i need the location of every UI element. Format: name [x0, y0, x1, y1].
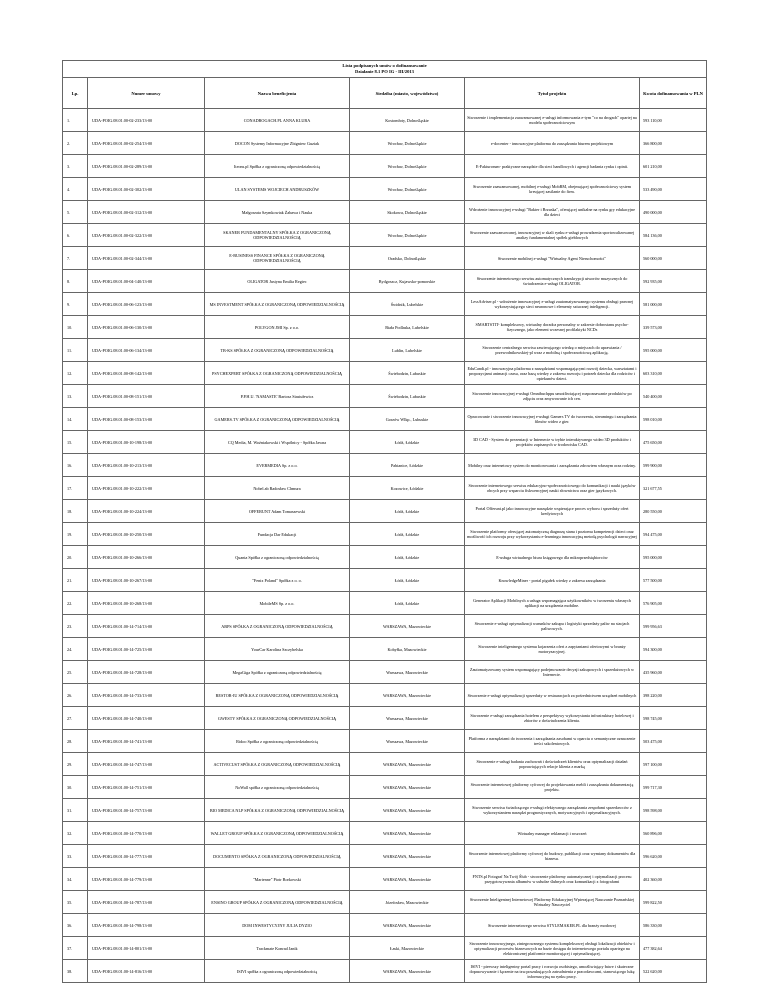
row-amount: 280 550,00 [640, 500, 707, 523]
row-contract-number: UDA-POIG.08.01.00-10-268/13-00 [88, 592, 205, 615]
row-contract-number: UDA-POIG.08.01.00-10-198/13-00 [88, 431, 205, 454]
row-amount: 586 330,00 [640, 914, 707, 937]
row-seat: WARSZAWA, Mazowieckie [350, 753, 465, 776]
row-amount: 576 905,00 [640, 592, 707, 615]
row-lp: 36. [63, 914, 88, 937]
row-project-title: Stworzenie platformy oferującej automatyczną diagnozę stanu i poziomu kompetencji dzieci oraz możliwość ich rozwoju przy wykorzystaniu e-learningu innowacyjną metodą psychologii narracyjnej [465, 523, 640, 546]
row-contract-number: UDA-POIG.08.01.00-14-714/13-00 [88, 615, 205, 638]
row-amount: 533 490,00 [640, 178, 707, 201]
row-seat: Łódź, Łódzkie [350, 500, 465, 523]
row-amount: 599 717,30 [640, 776, 707, 799]
row-lp: 29. [63, 753, 88, 776]
row-lp: 20. [63, 546, 88, 569]
row-lp: 18. [63, 500, 88, 523]
table-row [63, 753, 707, 776]
row-project-title: E-usługa wirtualnego biura księgowego dla mikroprzedsiębiorców [465, 546, 640, 569]
row-contract-number: UDA-POIG.08.01.00-06-130/13-00 [88, 316, 205, 339]
row-amount: 594 300,00 [640, 638, 707, 661]
row-seat: Świebodzin, Lubuskie [350, 385, 465, 408]
row-lp: 10. [63, 316, 88, 339]
row-project-title: Stworzenie internetowego serwisu STYLEMAKER.PL dla branży modowej [465, 914, 640, 937]
row-beneficiary: ENSINO GROUP SPÓŁKA Z OGRANICZONĄ ODPOWIEDZIALNOŚCIĄ [205, 891, 350, 914]
row-beneficiary: E-BUSINESS FINANCE SPÓŁKA Z OGRANICZONĄ ODPOWIEDZIALNOŚCIĄ [205, 247, 350, 270]
col-header-seat: Siedziba (miasto, województwo) [350, 78, 465, 109]
table-row [63, 868, 707, 891]
row-contract-number: UDA-POIG.08.01.00-14-779/13-00 [88, 868, 205, 891]
row-project-title: EduCandi.pl - innowacyjna platforma z narzędziami wspomagającymi rozwój dziecka, warsztatami i propozycjami animacji czasu, oraz bazą wiedzy z zakresu rozwoju i potrzeb dziecka dla rodziców i opiekunów dzieci. [465, 362, 640, 385]
table-row [63, 224, 707, 247]
row-contract-number: UDA-POIG.08.01.00-06-123/13-00 [88, 293, 205, 316]
row-project-title: Stworzenie e-usługi optymalizacji sprzedaży w restauracjach za pośrednictwem urządzeń mobilnych [465, 684, 640, 707]
row-amount: 522 620,00 [640, 960, 707, 983]
row-contract-number: UDA-POIG.08.01.00-02-302/13-00 [88, 178, 205, 201]
row-amount: 540 400,00 [640, 385, 707, 408]
row-contract-number: UDA-POIG.08.01.00-10-266/13-00 [88, 546, 205, 569]
row-beneficiary: Ridoo Spółka z ograniczoną odpowiedzialnością [205, 730, 350, 753]
table-row [63, 937, 707, 960]
row-lp: 16. [63, 454, 88, 477]
row-seat: Kobyłka, Mazowieckie [350, 638, 465, 661]
row-contract-number: UDA-POIG.08.01.00-14-757/13-00 [88, 799, 205, 822]
row-lp: 30. [63, 776, 88, 799]
row-lp: 19. [63, 523, 88, 546]
row-contract-number: UDA-POIG.08.01.00-14-798/13-00 [88, 914, 205, 937]
table-row [63, 776, 707, 799]
table-row [63, 914, 707, 937]
row-contract-number: UDA-POIG.08.01.00-10-222/13-00 [88, 477, 205, 500]
row-amount: 560 896,00 [640, 822, 707, 845]
row-beneficiary: ACTIVECUST SPÓŁKA Z OGRANICZONĄ ODPOWIEDZIALNOŚCIĄ [205, 753, 350, 776]
row-seat: Warszawa, Mazowieckie [350, 730, 465, 753]
row-amount: 581 000,00 [640, 293, 707, 316]
table-row [63, 270, 707, 293]
table-row [63, 109, 707, 132]
row-seat: Świdnik, Lubelskie [350, 293, 465, 316]
row-seat: Łódź, Łódzkie [350, 546, 465, 569]
row-contract-number: UDA-POIG.08.01.00-14-777/13-00 [88, 845, 205, 868]
row-amount: 592 935,00 [640, 270, 707, 293]
row-contract-number: UDA-POIG.08.01.00-14-816/13-00 [88, 960, 205, 983]
table-row [63, 730, 707, 753]
row-seat: Świebodzin, Lubuskie [350, 362, 465, 385]
col-header-amount: Kwota dofinansowania w PLN [640, 78, 707, 109]
row-seat: WARSZAWA, Mazowieckie [350, 960, 465, 983]
row-amount: 503 475,00 [640, 730, 707, 753]
table-row [63, 822, 707, 845]
row-contract-number: UDA-POIG.08.01.00-14-801/13-00 [88, 937, 205, 960]
row-lp: 26. [63, 684, 88, 707]
row-amount: 435 960,00 [640, 661, 707, 684]
row-beneficiary: DOCON Systemy Informacyjne Zbigniew Guziak [205, 132, 350, 155]
row-seat: Wrocław, Dolnośląskie [350, 132, 465, 155]
table-row [63, 523, 707, 546]
row-project-title: Stworzenie serwisu świadczącego e-usługi efektywnego zarządzania zespołami sprzedawców z wykorzystaniem narzędzi prognostycznych, motywacyjnych i optymalizacyjnych. [465, 799, 640, 822]
table-row [63, 247, 707, 270]
row-lp: 34. [63, 868, 88, 891]
row-lp: 25. [63, 661, 88, 684]
row-lp: 5. [63, 201, 88, 224]
contracts-table [62, 60, 707, 983]
row-contract-number: UDA-POIG.08.01.00-02-344/13-00 [88, 247, 205, 270]
row-seat: Łaski, Mazowieckie [350, 937, 465, 960]
row-lp: 14. [63, 408, 88, 431]
row-beneficiary: DOM INWESTYCYJNY JULIA DYZIO [205, 914, 350, 937]
row-seat: Wrocław, Dolnośląskie [350, 224, 465, 247]
row-project-title: Stworzenie internetowej platformy cyfrowej do budowy, publikacji oraz wymiany dokumentów dla biznesu. [465, 845, 640, 868]
row-project-title: KnowledgeMiner - portal pigułek wiedzy z zakresu zarządzania [465, 569, 640, 592]
table-row [63, 339, 707, 362]
row-project-title: LessAdviser.pl - wdrożenie innowacyjnej e-usługi zautomatyzowanego systemu obsługi prawnej wykorzystującego sieci neuronowe i elementy sztucznej inteligencji. [465, 293, 640, 316]
row-seat: Łódź, Łódzkie [350, 569, 465, 592]
row-lp: 1. [63, 109, 88, 132]
row-seat: Gorzów Wlkp., Lubuskie [350, 408, 465, 431]
row-lp: 11. [63, 339, 88, 362]
row-beneficiary: MegaGiga Spółka z ograniczoną odpowiedzialnością [205, 661, 350, 684]
row-seat: Warszawa, Mazowieckie [350, 707, 465, 730]
row-seat: WARSZAWA, Mazowieckie [350, 868, 465, 891]
row-contract-number: UDA-POIG.08.01.00-02-322/13-00 [88, 224, 205, 247]
row-amount: 577 500,00 [640, 569, 707, 592]
row-lp: 35. [63, 891, 88, 914]
row-beneficiary: POLYGON JMI Sp. z o.o. [205, 316, 350, 339]
row-amount: 598 598,00 [640, 799, 707, 822]
row-beneficiary: ABPS SPÓŁKA Z OGRANICZONĄ ODPOWIEDZIALNOŚCIĄ [205, 615, 350, 638]
row-beneficiary: SKANER FUNDAMENTALNY SPÓŁKA Z OGRANICZONĄ ODPOWIEDZIALNOŚCIĄ [205, 224, 350, 247]
row-seat: WARSZAWA, Mazowieckie [350, 914, 465, 937]
table-row [63, 385, 707, 408]
row-project-title: Stworzenie innowacyjnej e-usługi Omnibuchppu umożliwiającej rozpoznawanie produktów po zdjęciu oraz zmywowanie ich cen. [465, 385, 640, 408]
row-beneficiary: "Marienne" Piotr Borkowski [205, 868, 350, 891]
title-line-1: Lista podpisanych umów o dofinansowanie [342, 63, 427, 68]
row-lp: 37. [63, 937, 88, 960]
row-project-title: Zautomatyzowany system wspomagający podejmowanie decyzji zakupowych i sprzedażowych w Internecie. [465, 661, 640, 684]
row-seat: WARSZAWA, Mazowieckie [350, 822, 465, 845]
row-project-title: Stworzenie internetowego serwisu edukacyjno-społecznościowego do komunikacji i nauki języków obcych przy wsparciu fiskwencyjnej nauki słownictwa oraz gier językowych. [465, 477, 640, 500]
row-beneficiary: "Fenix Poland" Spółka z o. o. [205, 569, 350, 592]
row-project-title: SMARTSTIT- kompleksowy, wirtualny doradca personalny w zakresie dobrostanu psycho-fizycznego, jako element wczesnej profilaktyki NCDs [465, 316, 640, 339]
row-contract-number: UDA-POIG.08.01.00-02-233/13-00 [88, 109, 205, 132]
row-lp: 9. [63, 293, 88, 316]
row-seat: Warszawa, Mazowieckie [350, 661, 465, 684]
row-project-title: Stworzenie internetowej platformy cyfrowej do projektowania mebli i zarządzania dokumentacją projektu. [465, 776, 640, 799]
table-title [63, 61, 707, 78]
row-amount: 603 310,00 [640, 362, 707, 385]
row-amount: 339 573,00 [640, 316, 707, 339]
row-amount: 599 956,63 [640, 615, 707, 638]
row-amount: 475 650,00 [640, 431, 707, 454]
table-title-row [63, 61, 707, 78]
document-page [62, 60, 706, 983]
row-contract-number: UDA-POIG.08.01.00-02-289/13-00 [88, 155, 205, 178]
table-row [63, 592, 707, 615]
row-seat: Kozowice, Łódzkie [350, 477, 465, 500]
row-lp: 17. [63, 477, 88, 500]
row-beneficiary: OFFERUNT Adam Tomaszewski [205, 500, 350, 523]
table-row [63, 316, 707, 339]
row-beneficiary: CONADROGACH.PL ANNA KLUBA [205, 109, 350, 132]
row-lp: 38. [63, 960, 88, 983]
row-beneficiary: BIO MEDICA NLP SPÓŁKA Z OGRANICZONĄ ODPOWIEDZIALNOŚCIĄ [205, 799, 350, 822]
row-lp: 23. [63, 615, 88, 638]
row-project-title: Stworzenie zaawansowanej, innowacyjnej w skali rynku e-usługi prowadzenia sportowalizowanej analizy fundamentalnej spółek giełdowych [465, 224, 640, 247]
col-header-contract-number: Numer umowy [88, 78, 205, 109]
row-lp: 27. [63, 707, 88, 730]
row-project-title: Wirtualny manager reklamacji i roszczeń [465, 822, 640, 845]
row-amount: 321 677,55 [640, 477, 707, 500]
row-lp: 7. [63, 247, 88, 270]
row-amount: 593 110,00 [640, 109, 707, 132]
row-project-title: Stworzenie inteligentnego systemu kojarzenia ofert z zapytaniami ofertowymi w branży motoryzacyjnej. [465, 638, 640, 661]
row-contract-number: UDA-POIG.08.01.00-08-151/13-00 [88, 385, 205, 408]
row-project-title: Stworzenie zaawansowanej, mobilnej e-usługi MobRM, obejmującej społecznościowy system kreującej zasilanie do firm. [465, 178, 640, 201]
table-row [63, 293, 707, 316]
row-seat: Pabianice, Łódzkie [350, 454, 465, 477]
row-seat: WARSZAWA, Mazowieckie [350, 845, 465, 868]
table-row [63, 891, 707, 914]
table-row [63, 707, 707, 730]
table-row [63, 684, 707, 707]
row-contract-number: UDA-POIG.08.01.00-14-751/13-00 [88, 776, 205, 799]
row-lp: 32. [63, 822, 88, 845]
row-contract-number: UDA-POIG.08.01.00-14-747/13-00 [88, 753, 205, 776]
row-beneficiary: ULAN SYSTEMS WOJCIECH ANDRUSZKÓW [205, 178, 350, 201]
row-amount: 599 822,50 [640, 891, 707, 914]
row-contract-number: UDA-POIG.08.01.00-04-140/13-00 [88, 270, 205, 293]
row-project-title: Portal Offerunt.pl jako innowacyjne narzędzie wspierające proces wyboru i sprzedaży ofert kredytowych [465, 500, 640, 523]
row-beneficiary: MS INVESTMENT SPÓŁKA Z OGRANICZONĄ ODPOWIEDZIALNOŚCIĄ [205, 293, 350, 316]
row-contract-number: UDA-POIG.08.01.00-10-213/13-00 [88, 454, 205, 477]
row-seat: Biała Podlaska, Lubelskie [350, 316, 465, 339]
col-header-lp: Lp. [63, 78, 88, 109]
row-beneficiary: YourCar Karolina Szczybelska [205, 638, 350, 661]
row-beneficiary: EVERMEDIA Sp. z o.o. [205, 454, 350, 477]
row-seat: Łódź, Łódzkie [350, 431, 465, 454]
row-contract-number: UDA-POIG.08.01.00-10-267/13-00 [88, 569, 205, 592]
table-row [63, 408, 707, 431]
table-row [63, 178, 707, 201]
row-beneficiary: Iteons.pl Spółka z ograniczoną odpowiedzialnością [205, 155, 350, 178]
row-seat: WARSZAWA, Mazowieckie [350, 615, 465, 638]
row-seat: Józefosław, Mazowieckie [350, 891, 465, 914]
row-amount: 595 000,00 [640, 339, 707, 362]
row-contract-number: UDA-POIG.08.01.00-14-770/13-00 [88, 822, 205, 845]
row-beneficiary: ISIVI spółka z ograniczoną odpowiedzialnością [205, 960, 350, 983]
row-lp: 33. [63, 845, 88, 868]
row-beneficiary: PSYCHEXPERT SPÓŁKA Z OGRANICZONĄ ODPOWIEDZIALNOŚCIĄ [205, 362, 350, 385]
row-seat: Kostomłoty, Dolnośląskie [350, 109, 465, 132]
row-amount: 398 220,00 [640, 684, 707, 707]
row-lp: 8. [63, 270, 88, 293]
row-contract-number: UDA-POIG.08.01.00-08-153/13-00 [88, 408, 205, 431]
row-lp: 15. [63, 431, 88, 454]
row-project-title: Stworzenie i implementacja zaawansowanej e-usługi informowania e-tym "co na drogach" opartej na modelu społecznościowym [465, 109, 640, 132]
row-lp: 22. [63, 592, 88, 615]
row-beneficiary: Małgorzata Szymkowiak Żabawa i Nauka [205, 201, 350, 224]
row-contract-number: UDA-POIG.08.01.00-14-787/13-00 [88, 891, 205, 914]
row-project-title: FNTS.pl Fotograf Na Twój Ślub - stworzenie platformy automatycznej i optymalizacji procesu przygotowywania albumów w usłudze ślubnych oraz komunikacji z fotografami [465, 868, 640, 891]
row-beneficiary: GAMERS.TV SPÓŁKA Z OGRANICZONĄ ODPOWIEDZIALNOŚCIĄ [205, 408, 350, 431]
row-lp: 4. [63, 178, 88, 201]
row-seat: Wrocław, Dolnośląskie [350, 155, 465, 178]
row-lp: 28. [63, 730, 88, 753]
row-project-title: Opracowanie i stworzenie innowacyjnej e-usługi Gamers TV do tworzenia, streamingu i zarządzania filmów wideo z gier. [465, 408, 640, 431]
column-header-row [63, 78, 707, 109]
row-project-title: Stworzenie Inteligentnej Internetowej Platformy Edukacyjnej Wpierającej Nauczanie Poznańskiej Wirtualny Nauczyciel [465, 891, 640, 914]
table-row [63, 615, 707, 638]
table-row [63, 155, 707, 178]
row-contract-number: UDA-POIG.08.01.00-10-224/13-00 [88, 500, 205, 523]
row-amount: 584 136,00 [640, 224, 707, 247]
row-beneficiary: P.P.H.U. 'NAMASTE' Bartosz Stasiułewicz [205, 385, 350, 408]
row-lp: 3. [63, 155, 88, 178]
row-amount: 402 360,00 [640, 868, 707, 891]
table-row [63, 638, 707, 661]
table-row [63, 569, 707, 592]
row-project-title: Generator Aplikacji Mobilnych a usługa wspomagająca użytkowników w tworzeniu własnych aplikacji na urządzenia mobilne. [465, 592, 640, 615]
row-beneficiary: WALLET GROUP SPÓŁKA Z OGRANICZONĄ ODPOWIEDZIALNOŚCIĄ [205, 822, 350, 845]
row-beneficiary: Trackmate Konrad Janik [205, 937, 350, 960]
row-project-title: Stworzenie internetowego serwisu automatycznych transkrypcji utworów muzycznych do świadczenia e-usługi OLIGATOR. [465, 270, 640, 293]
table-row [63, 500, 707, 523]
row-beneficiary: Fundacja Dar Edukacji [205, 523, 350, 546]
row-seat: Oradsko, Dolnośląskie [350, 247, 465, 270]
row-seat: Wrocław, Dolnośląskie [350, 178, 465, 201]
row-beneficiary: DOCUMENTO SPÓŁKA Z OGRANICZONĄ ODPOWIEDZIALNOŚCIĄ [205, 845, 350, 868]
table-row [63, 546, 707, 569]
row-seat: WARSZAWA, Mazowieckie [350, 799, 465, 822]
row-seat: Łódź, Łódzkie [350, 523, 465, 546]
row-project-title: Stworzenie e-usługi optymalizacji warunków zakupu i logistyki sprzedaży paliw na stacjach paliwowych. [465, 615, 640, 638]
row-contract-number: UDA-POIG.08.01.00-10-250/13-00 [88, 523, 205, 546]
row-contract-number: UDA-POIG.08.01.00-08-142/13-00 [88, 362, 205, 385]
row-contract-number: UDA-POIG.08.01.00-14-733/13-00 [88, 684, 205, 707]
table-row [63, 362, 707, 385]
table-row [63, 845, 707, 868]
row-project-title: Platforma z narzędziami do tworzenia i zarządzania zasobami w oparciu o semantyczne oznaczenie treści szkoleniowych. [465, 730, 640, 753]
row-contract-number: UDA-POIG.08.01.00-02-254/13-00 [88, 132, 205, 155]
col-header-beneficiary: Nazwa beneficjenta [205, 78, 350, 109]
row-project-title: Stworzenie innowacyjnego, zintegrowanego systemu kompleksowej obsługi lokalizacji obiektów i optymalizacji procesów biznesowych na bazie dostępu do internetowego portalu opartego na elektronicznej platformie monitorującej i optymalizującej. [465, 937, 640, 960]
table-row [63, 454, 707, 477]
row-project-title: Mobilny oraz internetowy system do monitorowania i zarządzania zdrowiem własnym oraz rodziny. [465, 454, 640, 477]
row-lp: 13. [63, 385, 88, 408]
row-seat: Skokowa, Dolnośląskie [350, 201, 465, 224]
row-amount: 490 000,00 [640, 201, 707, 224]
row-project-title: ISIVI - pierwszy inteligentny portal pracy i rozwoju osobistego, umożliwiający łatwe i skuteczne dopasowywanie i łączenie na tzw.poszukujących zatrudnienia z pracodawcami, stanowiącego lukę informacyjną na rynku pracy. [465, 960, 640, 983]
col-header-project-title: Tytuł projektu [465, 78, 640, 109]
row-project-title: e-docenter - innowacyjne platforma do zarządzania biurem projektowym [465, 132, 640, 155]
row-seat: WARSZAWA, Mazowieckie [350, 684, 465, 707]
row-amount: 598 010,00 [640, 408, 707, 431]
row-project-title: Stworzenie e-usługi zarządzania hotelem z perspektywy wykorzystania infrastruktury hotelowej i zbiorów z doświadczenia klienta. [465, 707, 640, 730]
row-amount: 477 382,64 [640, 937, 707, 960]
row-lp: 2. [63, 132, 88, 155]
table-row [63, 431, 707, 454]
row-amount: 597 100,00 [640, 753, 707, 776]
row-contract-number: UDA-POIG.08.01.00-14-728/13-00 [88, 661, 205, 684]
row-lp: 24. [63, 638, 88, 661]
title-line-2: Działanie 8.1 PO IG - III/2013 [355, 69, 414, 74]
row-amount: 594 475,00 [640, 523, 707, 546]
row-beneficiary: OLIGATOR Justyna Emilia Regiec [205, 270, 350, 293]
row-beneficiary: TB-KS SPÓŁKA Z OGRANICZONĄ ODPOWIEDZIALNOŚCIĄ [205, 339, 350, 362]
row-amount: 366 800,00 [640, 132, 707, 155]
table-row [63, 201, 707, 224]
row-project-title: E-Fakturorum- praktyczne narzędzie dla sieci handlowych i agencji badania rynku i opinii. [465, 155, 640, 178]
row-contract-number: UDA-POIG.08.01.00-06-134/13-00 [88, 339, 205, 362]
row-project-title: Stworzenie mobilnej e-usługi "Wirtualny Agent Nieruchomości" [465, 247, 640, 270]
table-row [63, 477, 707, 500]
row-amount: 598 745,00 [640, 707, 707, 730]
row-amount: 560 000,00 [640, 247, 707, 270]
row-amount: 599 900,00 [640, 454, 707, 477]
row-beneficiary: GWESTY SPÓŁKA Z OGRANICZONĄ ODPOWIEDZIALNOŚCIĄ [205, 707, 350, 730]
row-seat: Bydgoszcz, Kujawsko-pomorskie [350, 270, 465, 293]
row-beneficiary: MobileMS Sp. z o.o. [205, 592, 350, 615]
row-contract-number: UDA-POIG.08.01.00-14-740/13-00 [88, 707, 205, 730]
table-row [63, 799, 707, 822]
row-lp: 31. [63, 799, 88, 822]
row-beneficiary: Nobel.ab Radosław Chmura [205, 477, 350, 500]
row-amount: 595 000,00 [640, 546, 707, 569]
row-amount: 601 210,00 [640, 155, 707, 178]
row-lp: 21. [63, 569, 88, 592]
row-lp: 6. [63, 224, 88, 247]
row-amount: 596 620,00 [640, 845, 707, 868]
row-lp: 12. [63, 362, 88, 385]
row-contract-number: UDA-POIG.08.01.00-14-725/13-00 [88, 638, 205, 661]
row-project-title: Wdrożenie innowacyjnej e-usługi "Bakter i Brzuska", oferującej unikalne na rynku gry edukacyjne dla dzieci [465, 201, 640, 224]
table-row [63, 960, 707, 983]
row-beneficiary: CQ Media, M. Woźniakowski i Wspólnicy - Spółka Jawna [205, 431, 350, 454]
row-contract-number: UDA-POIG.08.01.00-02-312/13-00 [88, 201, 205, 224]
row-beneficiary: Quanta Spółka z ograniczoną odpowiedzialnością [205, 546, 350, 569]
row-project-title: Stworzenie centralnego serwisu zawierającego wiedzę o miejscach do uprawiania / przewodnikowskiej-pl wraz z mobilną i społecznościową aplikacją. [465, 339, 640, 362]
row-project-title: Stworzenie e-usługi badania zachowań i doświadczeń klientów oraz optymalizacji działań poprawiających relacje klienta z marką [465, 753, 640, 776]
table-row [63, 661, 707, 684]
row-project-title: 3D CAD - System do prezentacji w Internecie w trybie interaktywnego wideo 3D produktów i projektów zapisanych w środowisku CAD. [465, 431, 640, 454]
row-contract-number: UDA-POIG.08.01.00-14-741/13-00 [88, 730, 205, 753]
table-body [63, 109, 707, 983]
row-seat: WARSZAWA, Mazowieckie [350, 776, 465, 799]
table-row [63, 132, 707, 155]
row-seat: Lublin, Lubelskie [350, 339, 465, 362]
row-beneficiary: NoWall spółka z ograniczoną odpowiedzialnością [205, 776, 350, 799]
row-beneficiary: RESTOR-IU SPÓŁKA Z OGRANICZONĄ ODPOWIEDZIALNOŚCIĄ [205, 684, 350, 707]
row-seat: Łódź, Łódzkie [350, 592, 465, 615]
